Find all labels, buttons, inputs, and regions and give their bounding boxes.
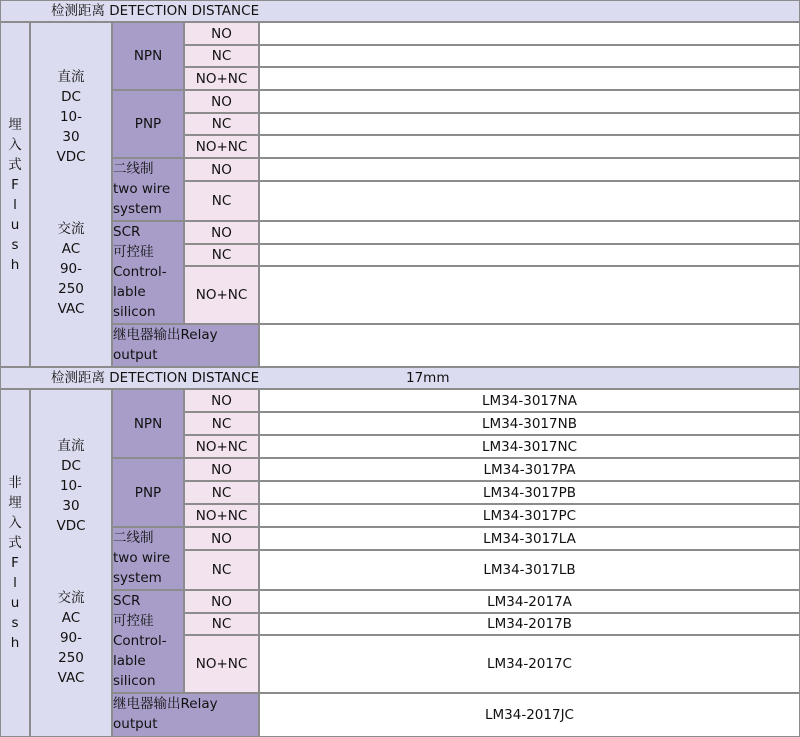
- side-char: F: [11, 176, 19, 193]
- side-char: 埋: [8, 495, 22, 511]
- model-cell: [259, 113, 800, 135]
- type-pnp: PNP: [112, 458, 184, 527]
- header-row-bottom: [0, 367, 800, 389]
- model-cell: [259, 324, 800, 367]
- voltage-text: 10-: [59, 478, 83, 494]
- voltage-column-top: [30, 22, 112, 367]
- voltage-text: VDC: [56, 518, 86, 534]
- output-no: NO: [184, 590, 259, 613]
- output-nonc: NO+NC: [184, 635, 259, 693]
- voltage-text: 交流: [57, 590, 85, 606]
- type-relay: 继电器输出Relay output: [112, 324, 259, 367]
- voltage-text: AC: [61, 610, 81, 626]
- model-cell: [259, 244, 800, 266]
- type-scr: SCR 可控硅 Control- lable silicon: [112, 221, 184, 324]
- model-cell: [259, 90, 800, 113]
- voltage-text: VDC: [56, 149, 86, 165]
- model-cell: LM34-3017NB: [259, 412, 800, 435]
- model-cell: LM34-3017NA: [259, 389, 800, 412]
- voltage-text: 90-: [59, 261, 83, 277]
- model-cell: LM34-3017PB: [259, 481, 800, 504]
- output-nonc: NO+NC: [184, 135, 259, 158]
- voltage-text: 直流: [57, 69, 85, 85]
- type-pnp: PNP: [112, 90, 184, 158]
- type-npn: NPN: [112, 389, 184, 458]
- side-char: F: [11, 555, 19, 571]
- output-no: NO: [184, 458, 259, 481]
- output-no: NO: [184, 90, 259, 113]
- voltage-text: 90-: [59, 630, 83, 646]
- type-two-wire: 二线制 two wire system: [112, 158, 184, 221]
- type-scr: SCR 可控硅 Control- lable silicon: [112, 590, 184, 693]
- model-cell: [259, 266, 800, 324]
- side-char: 入: [8, 515, 22, 531]
- model-cell: [259, 45, 800, 67]
- voltage-text: DC: [61, 458, 81, 474]
- type-relay: 继电器输出Relay output: [112, 693, 259, 737]
- model-cell: [259, 221, 800, 244]
- side-char: 非: [8, 475, 22, 491]
- output-nc: NC: [184, 613, 259, 635]
- output-nonc: NO+NC: [184, 435, 259, 458]
- type-npn: NPN: [112, 22, 184, 90]
- side-char: l: [13, 575, 17, 591]
- flush-side-label: [0, 22, 30, 367]
- side-char: s: [11, 236, 19, 253]
- side-char: l: [13, 196, 17, 213]
- voltage-text: 30: [62, 129, 80, 145]
- detection-distance-label: 检测距离 DETECTION DISTANCE: [51, 3, 260, 19]
- output-nc: NC: [184, 481, 259, 504]
- side-char: 入: [8, 136, 22, 153]
- voltage-text: DC: [61, 89, 81, 105]
- non-flush-side-label: [0, 389, 30, 737]
- side-char: u: [10, 216, 20, 233]
- model-cell: [259, 158, 800, 181]
- detection-distance-label: 检测距离 DETECTION DISTANCE: [51, 370, 260, 386]
- type-two-wire: 二线制 two wire system: [112, 527, 184, 590]
- header-row-top: [0, 0, 800, 22]
- output-nonc: NO+NC: [184, 67, 259, 90]
- output-nc: NC: [184, 113, 259, 135]
- output-nc: NC: [184, 181, 259, 221]
- model-cell: LM34-3017PC: [259, 504, 800, 527]
- model-cell: LM34-3017LA: [259, 527, 800, 550]
- model-cell: [259, 181, 800, 221]
- output-nc: NC: [184, 244, 259, 266]
- voltage-text: 250: [58, 281, 84, 297]
- voltage-text: 直流: [57, 438, 85, 454]
- output-no: NO: [184, 158, 259, 181]
- model-cell: [259, 22, 800, 45]
- side-char: h: [10, 635, 20, 651]
- model-cell: LM34-3017LB: [259, 550, 800, 590]
- output-no: NO: [184, 389, 259, 412]
- model-cell: LM34-2017C: [259, 635, 800, 693]
- output-no: NO: [184, 22, 259, 45]
- model-cell: LM34-3017NC: [259, 435, 800, 458]
- side-char: 埋: [8, 116, 22, 133]
- side-char: 式: [8, 156, 22, 173]
- side-char: s: [11, 615, 19, 631]
- voltage-text: 10-: [59, 109, 83, 125]
- output-no: NO: [184, 527, 259, 550]
- voltage-text: 30: [62, 498, 80, 514]
- voltage-text: VAC: [57, 670, 85, 686]
- model-cell: LM34-2017A: [259, 590, 800, 613]
- output-nc: NC: [184, 45, 259, 67]
- model-cell: LM34-2017B: [259, 613, 800, 635]
- output-nonc: NO+NC: [184, 266, 259, 324]
- voltage-text: AC: [61, 241, 81, 257]
- detection-distance-value: 17mm: [406, 370, 450, 386]
- voltage-text: VAC: [57, 301, 85, 317]
- side-char: 式: [8, 535, 22, 551]
- model-cell: LM34-2017JC: [259, 693, 800, 737]
- output-nonc: NO+NC: [184, 504, 259, 527]
- model-cell: [259, 135, 800, 158]
- voltage-text: 250: [58, 650, 84, 666]
- side-char: h: [10, 256, 20, 273]
- voltage-text: 交流: [57, 221, 85, 237]
- model-cell: [259, 67, 800, 90]
- voltage-column-bottom: [30, 389, 112, 737]
- model-cell: LM34-3017PA: [259, 458, 800, 481]
- output-no: NO: [184, 221, 259, 244]
- output-nc: NC: [184, 550, 259, 590]
- output-nc: NC: [184, 412, 259, 435]
- side-char: u: [10, 595, 20, 611]
